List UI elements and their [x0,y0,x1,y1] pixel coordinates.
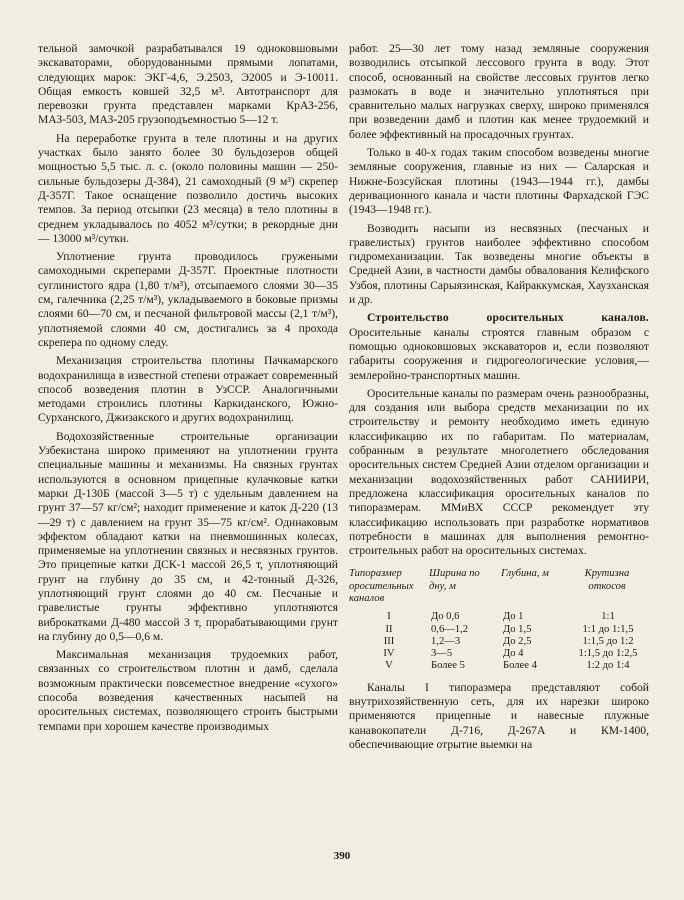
table-row [349,611,649,623]
table-cell: V [385,660,393,672]
paragraph: Только в 40-х годах таким способом возведены многие земляные сооружения, главные из них — Саларская и Нижне-Бозсуйская плотины (1943—1944 гг.), дамбы деривационного канала и части плотины Фархадской ГЭС (1943—1948 гг.). [349,146,649,217]
table-cell: До 1 [503,611,524,623]
table-cell: 1:1 до 1:1,5 [582,623,634,635]
table-cell: До 1,5 [503,623,532,635]
paragraph: работ. 25—30 лет тому назад земляные сооружения возводились отсыпкой лессового грунта в воду. Этот способ, основанный на свойстве лессовых грунтов легко размокать в воде и значительно уплотняться при сравнительно малых нагрузках сверху, широко применялся при возведении дамб и плотин как менее трудоемкий и более эффективный на просадочных грунтах. [349,42,649,141]
table-cell: До 2,5 [503,635,532,647]
table-cell: 1:1,5 до 1:2,5 [578,648,638,660]
table-cell: 3—5 [431,648,453,660]
table-cell: Более 4 [503,660,537,672]
table-cell: 1:1 [601,611,615,623]
canal-size-table [349,568,649,672]
table-cell: III [383,635,395,647]
section-text: Оросительные каналы строятся главным образом с помощью одноковшовых экскаваторов и, если позволяют габариты сооружения и гидрогеологические условия,— землеройно-транспортных машин. [349,325,649,382]
header-width: Ширина по дну, м [429,568,480,592]
page-number: 390 [333,850,351,862]
table-row [349,636,649,648]
paragraph: тельной замочкой разрабатывался 19 одноковшовыми экскаваторами, оборудованными прямыми лопатами, следующих марок: ЭКГ-4,6, Э.2503, Э2005 и Э-10011. Общая емкость ковшей 32,5 м³. Автотранспорт для перевозки грунта представлен марками КрАЗ-256, МАЗ-503, МАЗ-205 грузоподъемностью 5—12 т. [38,42,338,127]
table-cell: II [385,623,393,635]
paragraph: Оросительные каналы по размерам очень разнообразны, для создания или выбора средств механизации по их строительству и ремонту необходимо иметь единую классификацию их по габаритам. По материалам, собранным в результате многолетнего обследования оросительных систем Средней Азии отделом организации и механизации водохозяйственных работ САНИИРИ, предложена классификация оросительных каналов по типоразмерам. ММиВХ СССР рекомендует эту классификацию использовать при разработке нормативов потребности в машинах для выполнения ремонтно-строительных работ на оросительных системах. [349,386,649,558]
table-cell: 1:1,5 до 1:2 [582,635,634,647]
table-row [349,660,649,672]
paragraph: Каналы I типоразмера представляют собой внутрихозяйственную сеть, для их нарезки широко применяются прицепные и навесные плужные канавокопатели Д-716, Д-267А и КМ-1400, обеспечивающие отрытие выемки на [349,680,649,751]
table-cell: 1,2—3 [431,635,461,647]
left-column [38,42,338,738]
table-cell: 0,6—1,2 [431,623,469,635]
table-cell: До 4 [503,648,524,660]
right-column [349,42,649,756]
paragraph: На переработке грунта в теле плотины и на других участках было занято более 30 бульдозеров общей мощностью 5,5 тыс. л. с. (около половины машин — 250-сильные бульдозеры Д-384), 21 самоходный (9 м³) скрепер Д-357Г. Такое оснащение позволило достичь высоких темпов. За период отсыпки (23 месяца) в тело плотины в среднем укладывалось по 4052 м³/сутки; в рекордные дни — 13000 м³/сутки. [38,131,338,245]
header-type: Типоразмер оросительных каналов [349,568,414,604]
paragraph: Механизация строительства плотины Пачкамарского водохранилища в известной степени отражает современный способ возведения плотин в УзССР. Аналогичными методами строились плотины Каркиданского, Южно-Сурханского, Джизакского и других водохранилищ. [38,354,338,425]
paragraph: Максимальная механизация трудоемких работ, связанных со строительством плотин и дамб, сделала возможным практически повсеместное внедрение «сухого» способа возведения качественных насыпей на оросительных системах, позволяющего строить быстрыми темпами при хорошем качестве производимых [38,648,338,733]
paragraph: Возводить насыпи из несвязных (песчаных и гравелистых) грунтов наиболее эффективно способом гидромеханизации. Так возведены многие объекты в Средней Азии, в частности дамбы обвалования Келифского Узбоя, плотины Сарыязинская, Кайраккумская, Хаузханская и др. [349,221,649,307]
header-depth: Глубина, м [501,568,549,580]
paragraph: Уплотнение грунта проводилось гружеными самоходными скреперами Д-357Г. Проектные плотности суглинистого ядра (1,80 т/м³), отсыпаемого слоями 30—35 см, галечника (2,25 т/м³), укладываемого в боковые призмы слоями 60—70 см, и песчаной фильтровой массы (2,1 т/м³), уплотняемой слоями 40 см, достигались за 4 прохода скрепера по одному следу. [38,250,338,349]
section-heading: Строительство оросительных каналов. [367,311,649,325]
table-row [349,648,649,660]
header-slope: Крутизна откосов [584,568,630,592]
table-cell: Более 5 [431,660,465,672]
table-cell: 1:2 до 1:4 [586,660,630,672]
table-cell: До 0,6 [431,611,460,623]
table-header-row [349,568,649,611]
section-paragraph [349,311,649,382]
table-cell: IV [383,648,395,660]
table-row [349,624,649,636]
paragraph: Водохозяйственные строительные организации Узбекистана широко применяют на уплотнении грунта специальные машины и механизмы. На связных грунтах используются в основном прицепные кулачковые катки марки Д-130Б (массой 3—5 т) с удельным давлением на грунт 37—57 кг/см²; находит применение и каток Д-220 (13—29 т) с давлением на грунт 35—75 кг/см². Одинаковым эффектом обладают катки на пневмошинных колесах, применяемые на уплотнении связных и несвязных грунтов. Это прицепные катки ДСК-1 массой 26,5 т, уплотняющий грунт на глубину до 35 см, и 42-тонный Д-326, уплотняющий грунт слоями до 40 см. Песчаные и гравелистые грунты эффективно уплотняются виброкатками Д-480 массой 3 т, прорабатывающими грунт на глубину до 0,5—0,6 м. [38,429,338,643]
table-cell: I [387,611,391,623]
